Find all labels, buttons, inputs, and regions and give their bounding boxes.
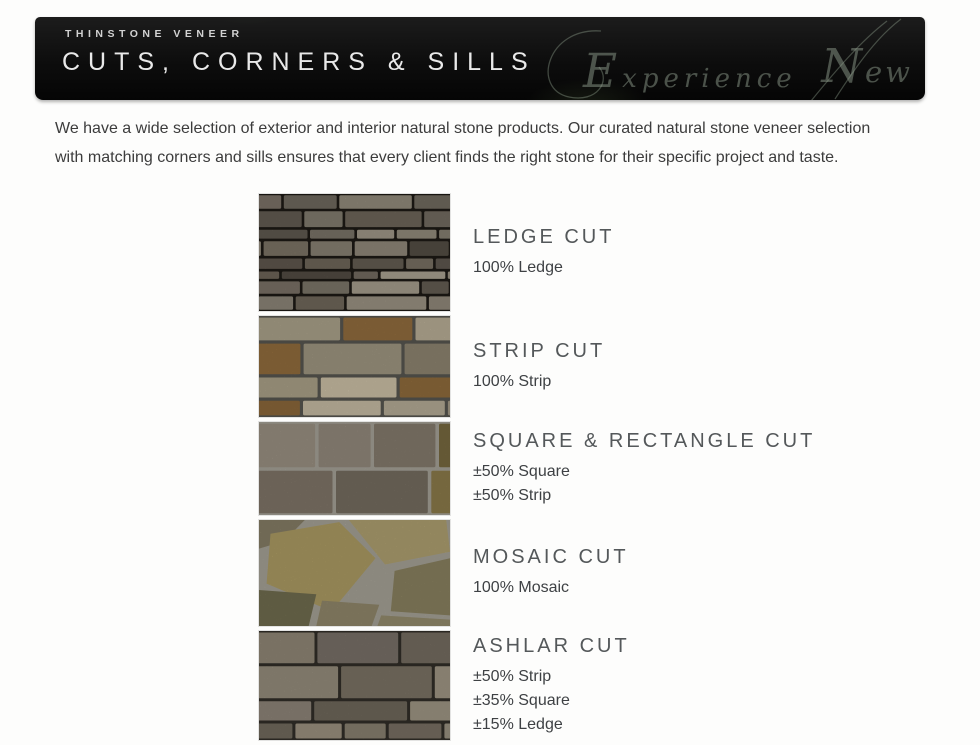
cut-title: SQUARE & RECTANGLE CUT <box>473 429 816 452</box>
cut-info <box>473 340 605 394</box>
flourish-strokes-icon <box>505 17 925 100</box>
strip-cut-image <box>259 316 450 417</box>
cut-info <box>473 430 815 508</box>
stone-row-ledge-cut <box>259 194 815 311</box>
text-line: We have a wide selection of exterior and interior natural stone products. Our curated natural stone veneer selection <box>55 120 871 137</box>
script-word-experience: Experience <box>583 45 797 99</box>
header-banner <box>35 17 925 100</box>
cut-title: LEDGE CUT <box>473 225 615 248</box>
stone-row-square-rectangle-cut <box>259 422 815 515</box>
text-line: 100% Mosaic <box>473 579 570 596</box>
text-line: ±50% Square <box>473 462 570 480</box>
cut-details <box>473 256 614 280</box>
cut-title: STRIP CUT <box>473 339 606 362</box>
text-line: with matching corners and sills ensures that every client finds the right stone for their specific project and taste. <box>55 149 839 166</box>
cut-details <box>473 370 605 394</box>
stone-row-ashlar-cut <box>259 631 815 740</box>
series-eyebrow: THINSTONE VENEER <box>65 28 244 40</box>
cut-details <box>473 576 629 600</box>
text-line: ±50% Strip <box>473 667 552 685</box>
text-line: ±15% Ledge <box>473 715 563 733</box>
cut-title: MOSAIC CUT <box>473 546 629 568</box>
text-line: 100% Strip <box>473 372 552 390</box>
square-rectangle-cut-image <box>259 422 450 515</box>
page-title: CUTS, CORNERS & SILLS <box>62 48 536 76</box>
cut-details <box>473 460 815 508</box>
text-line: ±50% Strip <box>473 486 552 504</box>
mosaic-cut-image <box>259 520 450 626</box>
stone-row-mosaic-cut <box>259 520 815 626</box>
cut-info <box>473 546 629 600</box>
script-flourish <box>505 17 925 100</box>
ashlar-cut-image <box>259 631 450 740</box>
cut-details <box>473 665 630 737</box>
cut-list <box>259 194 815 745</box>
cut-title: ASHLAR CUT <box>473 634 630 657</box>
text-line: ±35% Square <box>473 691 570 709</box>
intro-paragraph <box>55 114 885 172</box>
script-word-new: New <box>821 39 913 93</box>
cut-info <box>473 226 614 280</box>
cut-info <box>473 635 630 737</box>
stone-row-strip-cut <box>259 316 815 417</box>
ledge-cut-image <box>259 194 450 311</box>
text-line: 100% Ledge <box>473 258 563 276</box>
